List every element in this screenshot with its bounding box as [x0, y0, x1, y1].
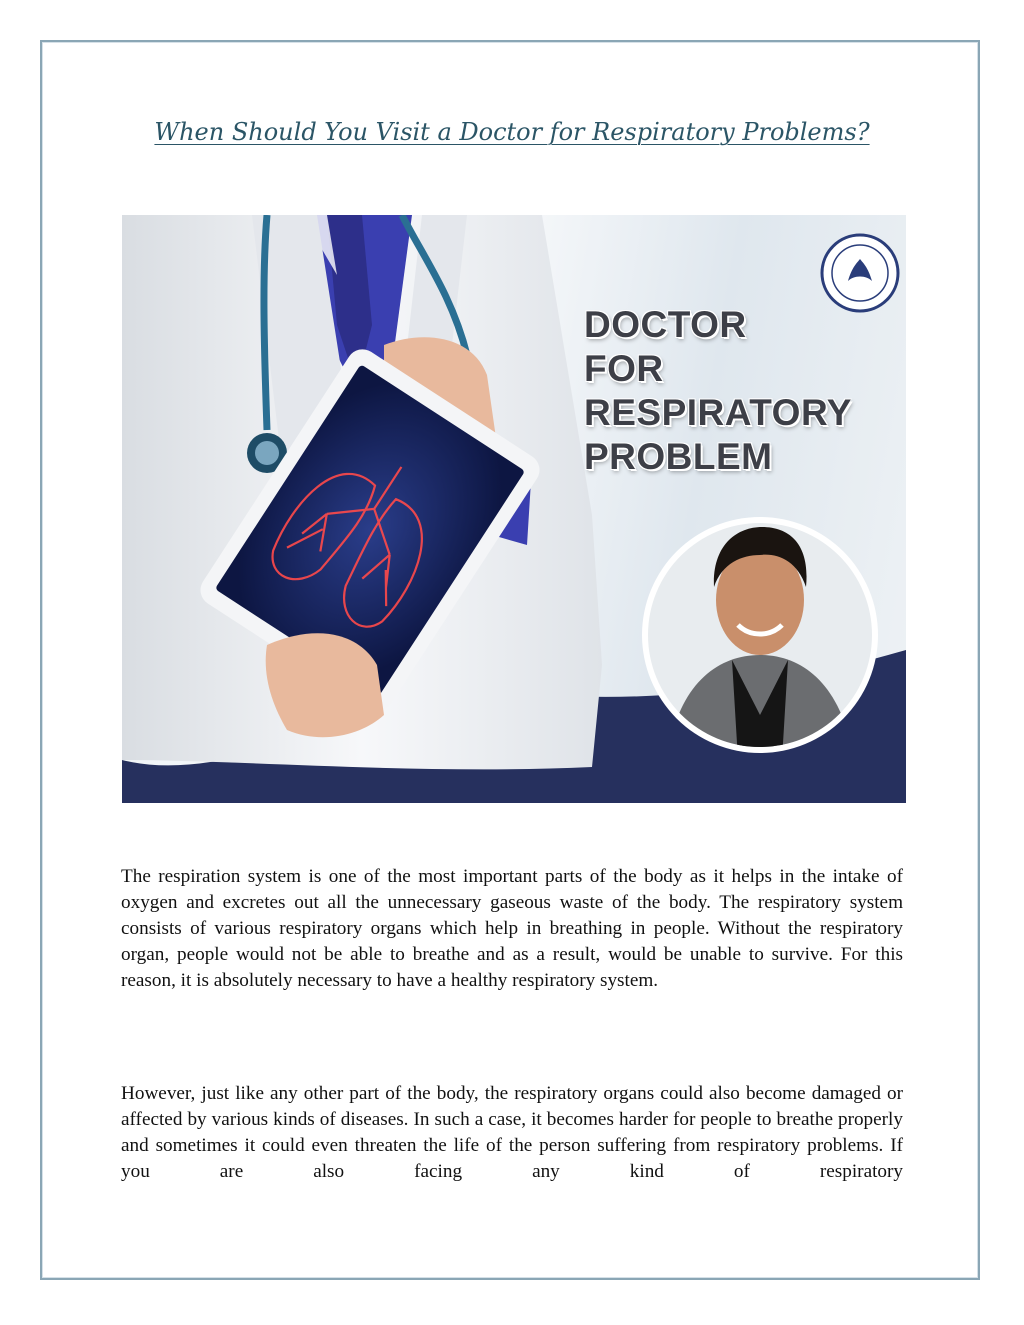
clinic-logo-icon — [822, 235, 898, 311]
document-title: When Should You Visit a Doctor for Respiratory Problems? — [154, 118, 870, 146]
headline-line: PROBLEM — [584, 436, 773, 477]
headline-line: RESPIRATORY — [584, 392, 852, 433]
banner-headline — [584, 303, 852, 479]
paragraph: The respiration system is one of the most important parts of the body as it helps in the intake of oxygen and excretes out all the unnecessary gaseous waste of the body. The respiratory system consists of various respiratory organs which help in breathing in people. Without the respiratory organ, people would not be able to breathe and as a result, would be unable to survive. For this reason, it is absolutely necessary to have a healthy respiratory system. — [121, 866, 903, 991]
banner-image — [122, 215, 906, 803]
headline-line: FOR — [584, 348, 664, 389]
paragraph: However, just like any other part of the body, the respiratory organs could also become damaged or affected by various kinds of diseases. In such a case, it becomes harder for people to breathe properly and sometimes it could even threaten the life of the person suffering from respiratory problems. If you are also facing any kind of respiratory — [121, 1083, 903, 1182]
headline-line: DOCTOR — [584, 304, 747, 345]
